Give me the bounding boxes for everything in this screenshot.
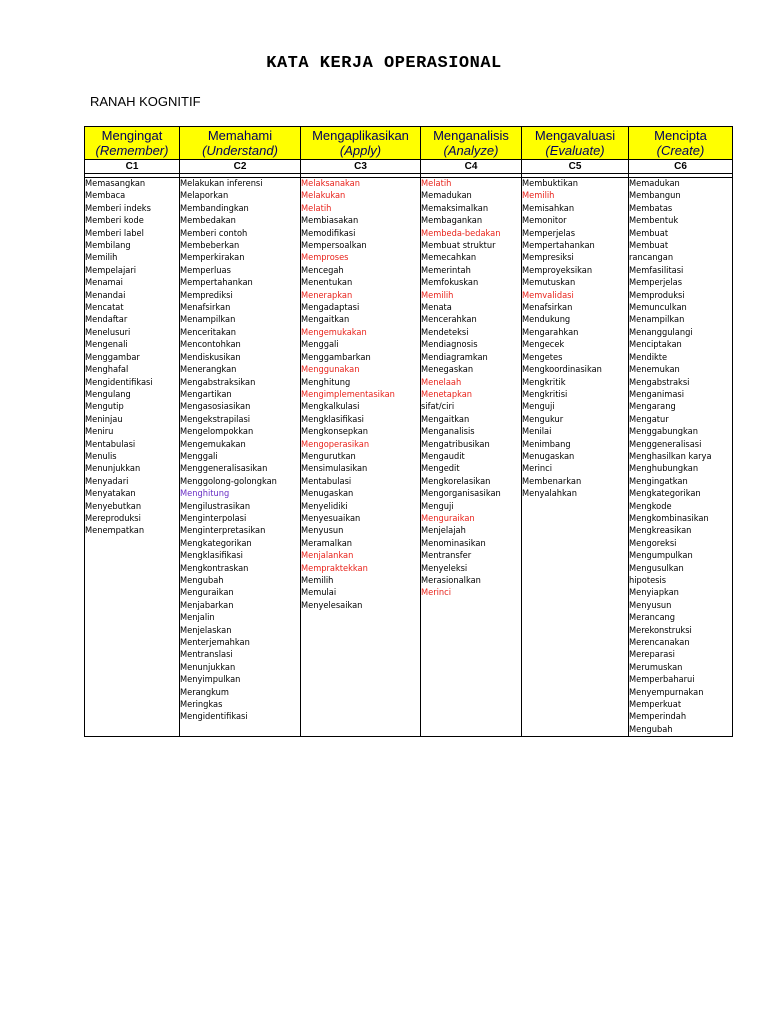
verb-item: Mendiagnosis [421,339,478,351]
verb-item: Menyeleksi [421,562,468,574]
verb-item: Mengoperasikan [301,438,370,450]
verb-item: rancangan [629,252,674,264]
verb-item: Mengaitkan [301,314,350,326]
verb-item: Menyadari [85,475,129,487]
verb-item: Melatih [301,202,332,214]
page-title: KATA KERJA OPERASIONAL [266,54,502,73]
verb-item: Meramalkan [301,537,353,549]
verb-item: Mengkode [629,500,672,512]
verb-item: Mentranslasi [180,649,233,661]
verb-item: Mengabstraksi [629,376,690,388]
verb-item: Mengatur [629,413,669,425]
verb-item: Menyiapkan [629,587,679,599]
verb-item: Menginterpretasikan [180,525,266,537]
code-c6: C6 [629,160,733,174]
verb-item: Melakukan [301,190,346,202]
verb-item: Membagankan [421,215,483,227]
verb-item: Merumuskan [629,661,683,673]
verb-item: Melatih [421,178,452,189]
verb-item: Meninjau [85,413,123,425]
verb-item: Mengingatkan [629,475,688,487]
verb-item: Menguji [522,401,555,413]
verb-item: Mengkoordinasikan [522,364,602,376]
verb-item: Mengilustrasikan [180,500,251,512]
verb-item: Memisahkan [522,202,575,214]
verb-item: Menganalisis [421,426,475,438]
verb-item: Mentabulasi [301,475,352,487]
verb-item: Memecahkan [421,252,477,264]
verb-item: Menyusun [629,599,672,611]
verb-item: Memperbaharui [629,674,695,686]
verb-item: Menggunakan [301,364,360,376]
verb-item: Mengklasifikasi [301,413,364,425]
header-c6: Mencipta (Create) [629,127,733,160]
verb-item: Mempertahankan [180,277,253,289]
verb-item: Mempersoalkan [301,240,367,252]
verb-item: Mengkreasikan [629,525,692,537]
verb-item: Mendiskusikan [180,351,241,363]
verb-item: Merasionalkan [421,575,481,586]
verb-item: Mengusulkan [629,562,684,574]
verb-item: Meringkas [180,699,223,711]
verb-item: Menugaskan [301,488,354,500]
verb-item: Memfokuskan [421,277,479,289]
verb-item: Memperkuat [629,699,682,711]
verb-item: Mengekstrapilasi [180,413,251,425]
verb-item: Membatas [629,202,673,214]
verb-item: Menyempurnakan [629,686,704,698]
verb-item: Mengulang [85,388,131,400]
verb-item: Memberi indeks [85,202,151,214]
header-c2: Memahami (Understand) [180,127,301,160]
verb-item: Mendiagramkan [421,351,488,363]
verb-item: Mempraktekkan [301,562,368,574]
verb-item: Menemukan [629,364,680,376]
code-row [85,160,733,174]
verb-item: Melakukan inferensi [180,178,263,189]
verb-item: Menghitung [180,488,230,500]
verb-item: Menelaah [421,376,462,388]
verb-item: Memerintah [421,264,471,276]
verb-item: Membangun [629,190,681,202]
verb-item: Menetapkan [421,388,473,400]
code-c2: C2 [180,160,301,174]
verb-item: Mengkategorikan [180,537,252,549]
verb-list-c1 [85,178,180,737]
verb-item: Merinci [421,587,451,599]
verb-item: Memprediksi [180,289,233,301]
verb-item: Mengarahkan [522,326,579,338]
verb-item: Mentabulasi [85,438,136,450]
verb-item: Menggali [301,339,339,351]
verb-item: Mempresiksi [522,252,574,264]
verb-item: Menunjukkan [85,463,141,475]
verb-item: Mempertahankan [522,240,595,252]
verb-item: Mengoreksi [629,537,677,549]
verb-item: sifat/ciri [421,401,455,413]
verb-item: Menerangkan [180,364,237,376]
verb-item: Menugaskan [522,450,575,462]
verb-item: Meniru [85,426,114,438]
verb-item: Menyebutkan [85,500,142,512]
verb-item: Mengkonsepkan [301,426,369,438]
verb-item: Mengkategorikan [629,488,701,500]
verb-item: Menerapkan [301,289,353,301]
verb-item: Mengemukakan [180,438,246,450]
verb-item: Menggabungkan [629,426,698,438]
verb-list-c2 [180,178,301,737]
verb-item: Menguji [421,500,454,512]
verb-item: Memilih [522,190,555,202]
verb-item: Mengabstraksikan [180,376,256,388]
verb-item: Mengadaptasi [301,302,360,314]
verb-item: Menjelajah [421,525,466,537]
verb-item: Memvalidasi [522,289,574,301]
verb-item: Mengelompokkan [180,426,254,438]
verb-item: Memfasilitasi [629,264,684,276]
verb-item: Mencontohkan [180,339,241,351]
verb-item: Menterjemahkan [180,637,250,649]
verb-item: Menjalankan [301,550,354,562]
verb-item: Mentransfer [421,550,472,562]
verb-item: Membandingkan [180,202,249,214]
verb-item: Memulai [301,587,337,599]
verb-item: Merancang [629,612,676,624]
verb-table [84,126,733,737]
verb-item: Menandai [85,289,126,301]
verb-item: Mengedit [421,463,460,475]
verb-item: Merinci [522,463,552,475]
verb-item: Membuat [629,227,669,239]
verb-item: Mengumpulkan [629,550,693,562]
verb-item: Menilai [522,426,552,438]
verb-item: Mengkalkulasi [301,401,360,413]
verb-item: Memilih [421,289,454,301]
verb-list-c5 [522,178,629,737]
verb-item: Merangkum [180,686,229,698]
verb-item: Mengkontraskan [180,562,249,574]
verb-item: Memberi kode [85,215,144,227]
verb-item: Mengemukakan [301,326,367,338]
verb-item: Menyimpulkan [180,674,241,686]
verb-item: Memaksimalkan [421,202,489,214]
verb-item: Mengarang [629,401,676,413]
verb-item: Mengaudit [421,450,465,462]
verb-item: Mengimplementasikan [301,388,395,400]
header-c3: Mengaplikasikan (Apply) [301,127,421,160]
verb-item: Mengkritisi [522,388,568,400]
verb-item: Menafsirkan [180,302,231,314]
code-c4: C4 [421,160,522,174]
verb-item: Membedakan [180,215,236,227]
verb-list-c6 [629,178,733,737]
verb-item: Menanggulangi [629,326,693,338]
code-c3: C3 [301,160,421,174]
verb-item: Memproduksi [629,289,685,301]
verb-item: Memunculkan [629,302,687,314]
verb-item: Mengklasifikasi [180,550,243,562]
verb-item: Mengaitkan [421,413,470,425]
verb-item: Menegaskan [421,364,474,376]
verb-item: Mensimulasikan [301,463,368,475]
verb-item: Menyusun [301,525,344,537]
verb-item: Mengubah [629,723,673,735]
verb-item: Menghitung [301,376,351,388]
verb-item: Mengidentifikasi [180,711,248,723]
verb-item: Mendeteksi [421,326,469,338]
verb-item: Menghubungkan [629,463,699,475]
verb-item: Mencegah [301,264,344,276]
verb-item: Memproyeksikan [522,264,593,276]
verb-item: Memodifikasi [301,227,356,239]
verb-item: Mengukur [522,413,564,425]
verb-item: Mengubah [180,575,224,586]
verb-item: Menunjukkan [180,661,236,673]
verb-item: Mencerahkan [421,314,477,326]
verb-item: Memasangkan [85,178,146,189]
verb-item: Menjelaskan [180,624,232,636]
verb-item: Menimbang [522,438,571,450]
verb-item: Menentukan [301,277,353,289]
page-subtitle: RANAH KOGNITIF [90,94,201,109]
verb-item: Menganimasi [629,388,685,400]
verb-item: Mendukung [522,314,571,326]
verb-item: Membeda-bedakan [421,227,501,239]
verb-item: Mengkombinasikan [629,512,709,524]
verb-item: Menjalin [180,612,215,624]
verb-item: Memproses [301,252,349,264]
verb-item: Menulis [85,450,117,462]
verb-item: Memutuskan [522,277,576,289]
verb-item: Menghasilkan karya [629,450,712,462]
verb-list-c3 [301,178,421,737]
verb-item: Mereproduksi [85,512,141,524]
verb-item: Menampilkan [629,314,685,326]
verb-item: Menggambar [85,351,140,363]
verb-item: Membuat struktur [421,240,496,252]
verb-item: Menyatakan [85,488,136,500]
verb-item: Mereparasi [629,649,675,661]
verb-item: Mengetes [522,351,563,363]
verb-item: Memperkirakan [180,252,245,264]
verb-item: Memonitor [522,215,567,227]
verb-item: Mendaftar [85,314,128,326]
verb-item: Mengidentifikasi [85,376,153,388]
verb-item: Menelusuri [85,326,131,338]
verb-item: Menyelidiki [301,500,348,512]
verb-item: Mendikte [629,351,668,363]
verb-item: Memadukan [629,178,680,189]
verb-item: Mengatribusikan [421,438,490,450]
verb-item: hipotesis [629,575,667,586]
verb-item: Membilang [85,240,131,252]
verb-item: Menguraikan [180,587,234,599]
code-c5: C5 [522,160,629,174]
verb-item: Merekonstruksi [629,624,692,636]
verb-item: Menggali [180,450,218,462]
verb-item: Memilih [301,575,334,586]
verb-item: Membeberkan [180,240,240,252]
header-c5: Mengavaluasi (Evaluate) [522,127,629,160]
header-row [85,127,733,160]
verb-item: Menyalahkan [522,488,577,500]
verb-item: Mengasosiasikan [180,401,251,413]
verb-item: Melaksanakan [301,178,360,189]
verb-item: Menggambarkan [301,351,371,363]
header-c1: Mengingat (Remember) [85,127,180,160]
verb-item: Menominasikan [421,537,486,549]
verb-item: Menggeneralisasi [629,438,702,450]
verb-item: Menceritakan [180,326,237,338]
verb-item: Menafsirkan [522,302,573,314]
verb-item: Menggolong-golongkan [180,475,277,487]
verb-item: Memadukan [421,190,472,202]
verb-item: Menjabarkan [180,599,234,611]
verb-item: Memberi contoh [180,227,248,239]
verb-item: Menciptakan [629,339,682,351]
verb-item: Merencanakan [629,637,690,649]
verb-item: Memperindah [629,711,687,723]
verb-list-c4 [421,178,522,737]
verb-item: Memilih [85,252,118,264]
verb-item: Mengecek [522,339,565,351]
header-c4: Menganalisis (Analyze) [421,127,522,160]
verb-item: Mengartikan [180,388,232,400]
verb-item: Memperjelas [629,277,683,289]
verb-item: Memberi label [85,227,144,239]
verb-item: Menggeneralisasikan [180,463,268,475]
verb-item: Menempatkan [85,525,145,537]
verb-item: Membentuk [629,215,679,227]
verb-item: Menata [421,302,452,314]
verb-item: Mengkritik [522,376,566,388]
verb-item: Mengurutkan [301,450,356,462]
verb-item: Menginterpolasi [180,512,247,524]
verb-item: Membuat [629,240,669,252]
verb-item: Menamai [85,277,123,289]
verb-item: Mengenali [85,339,128,351]
verb-item: Mempelajari [85,264,137,276]
verb-item: Mengutip [85,401,124,413]
verb-item: Mengkorelasikan [421,475,491,487]
verb-item: Membuktikan [522,178,579,189]
verbs-row [85,178,733,737]
verb-item: Membenarkan [522,475,582,487]
verb-item: Membiasakan [301,215,359,227]
verb-item: Mengorganisasikan [421,488,501,500]
verb-item: Memperluas [180,264,231,276]
verb-item: Menguraikan [421,512,475,524]
verb-item: Menghafal [85,364,129,376]
verb-item: Memperjelas [522,227,576,239]
verb-item: Menampilkan [180,314,236,326]
verb-item: Melaporkan [180,190,229,202]
verb-item: Menyesuaikan [301,512,361,524]
verb-item: Menyelesaikan [301,599,363,611]
verb-item: Membaca [85,190,126,202]
code-c1: C1 [85,160,180,174]
verb-item: Mencatat [85,302,124,314]
